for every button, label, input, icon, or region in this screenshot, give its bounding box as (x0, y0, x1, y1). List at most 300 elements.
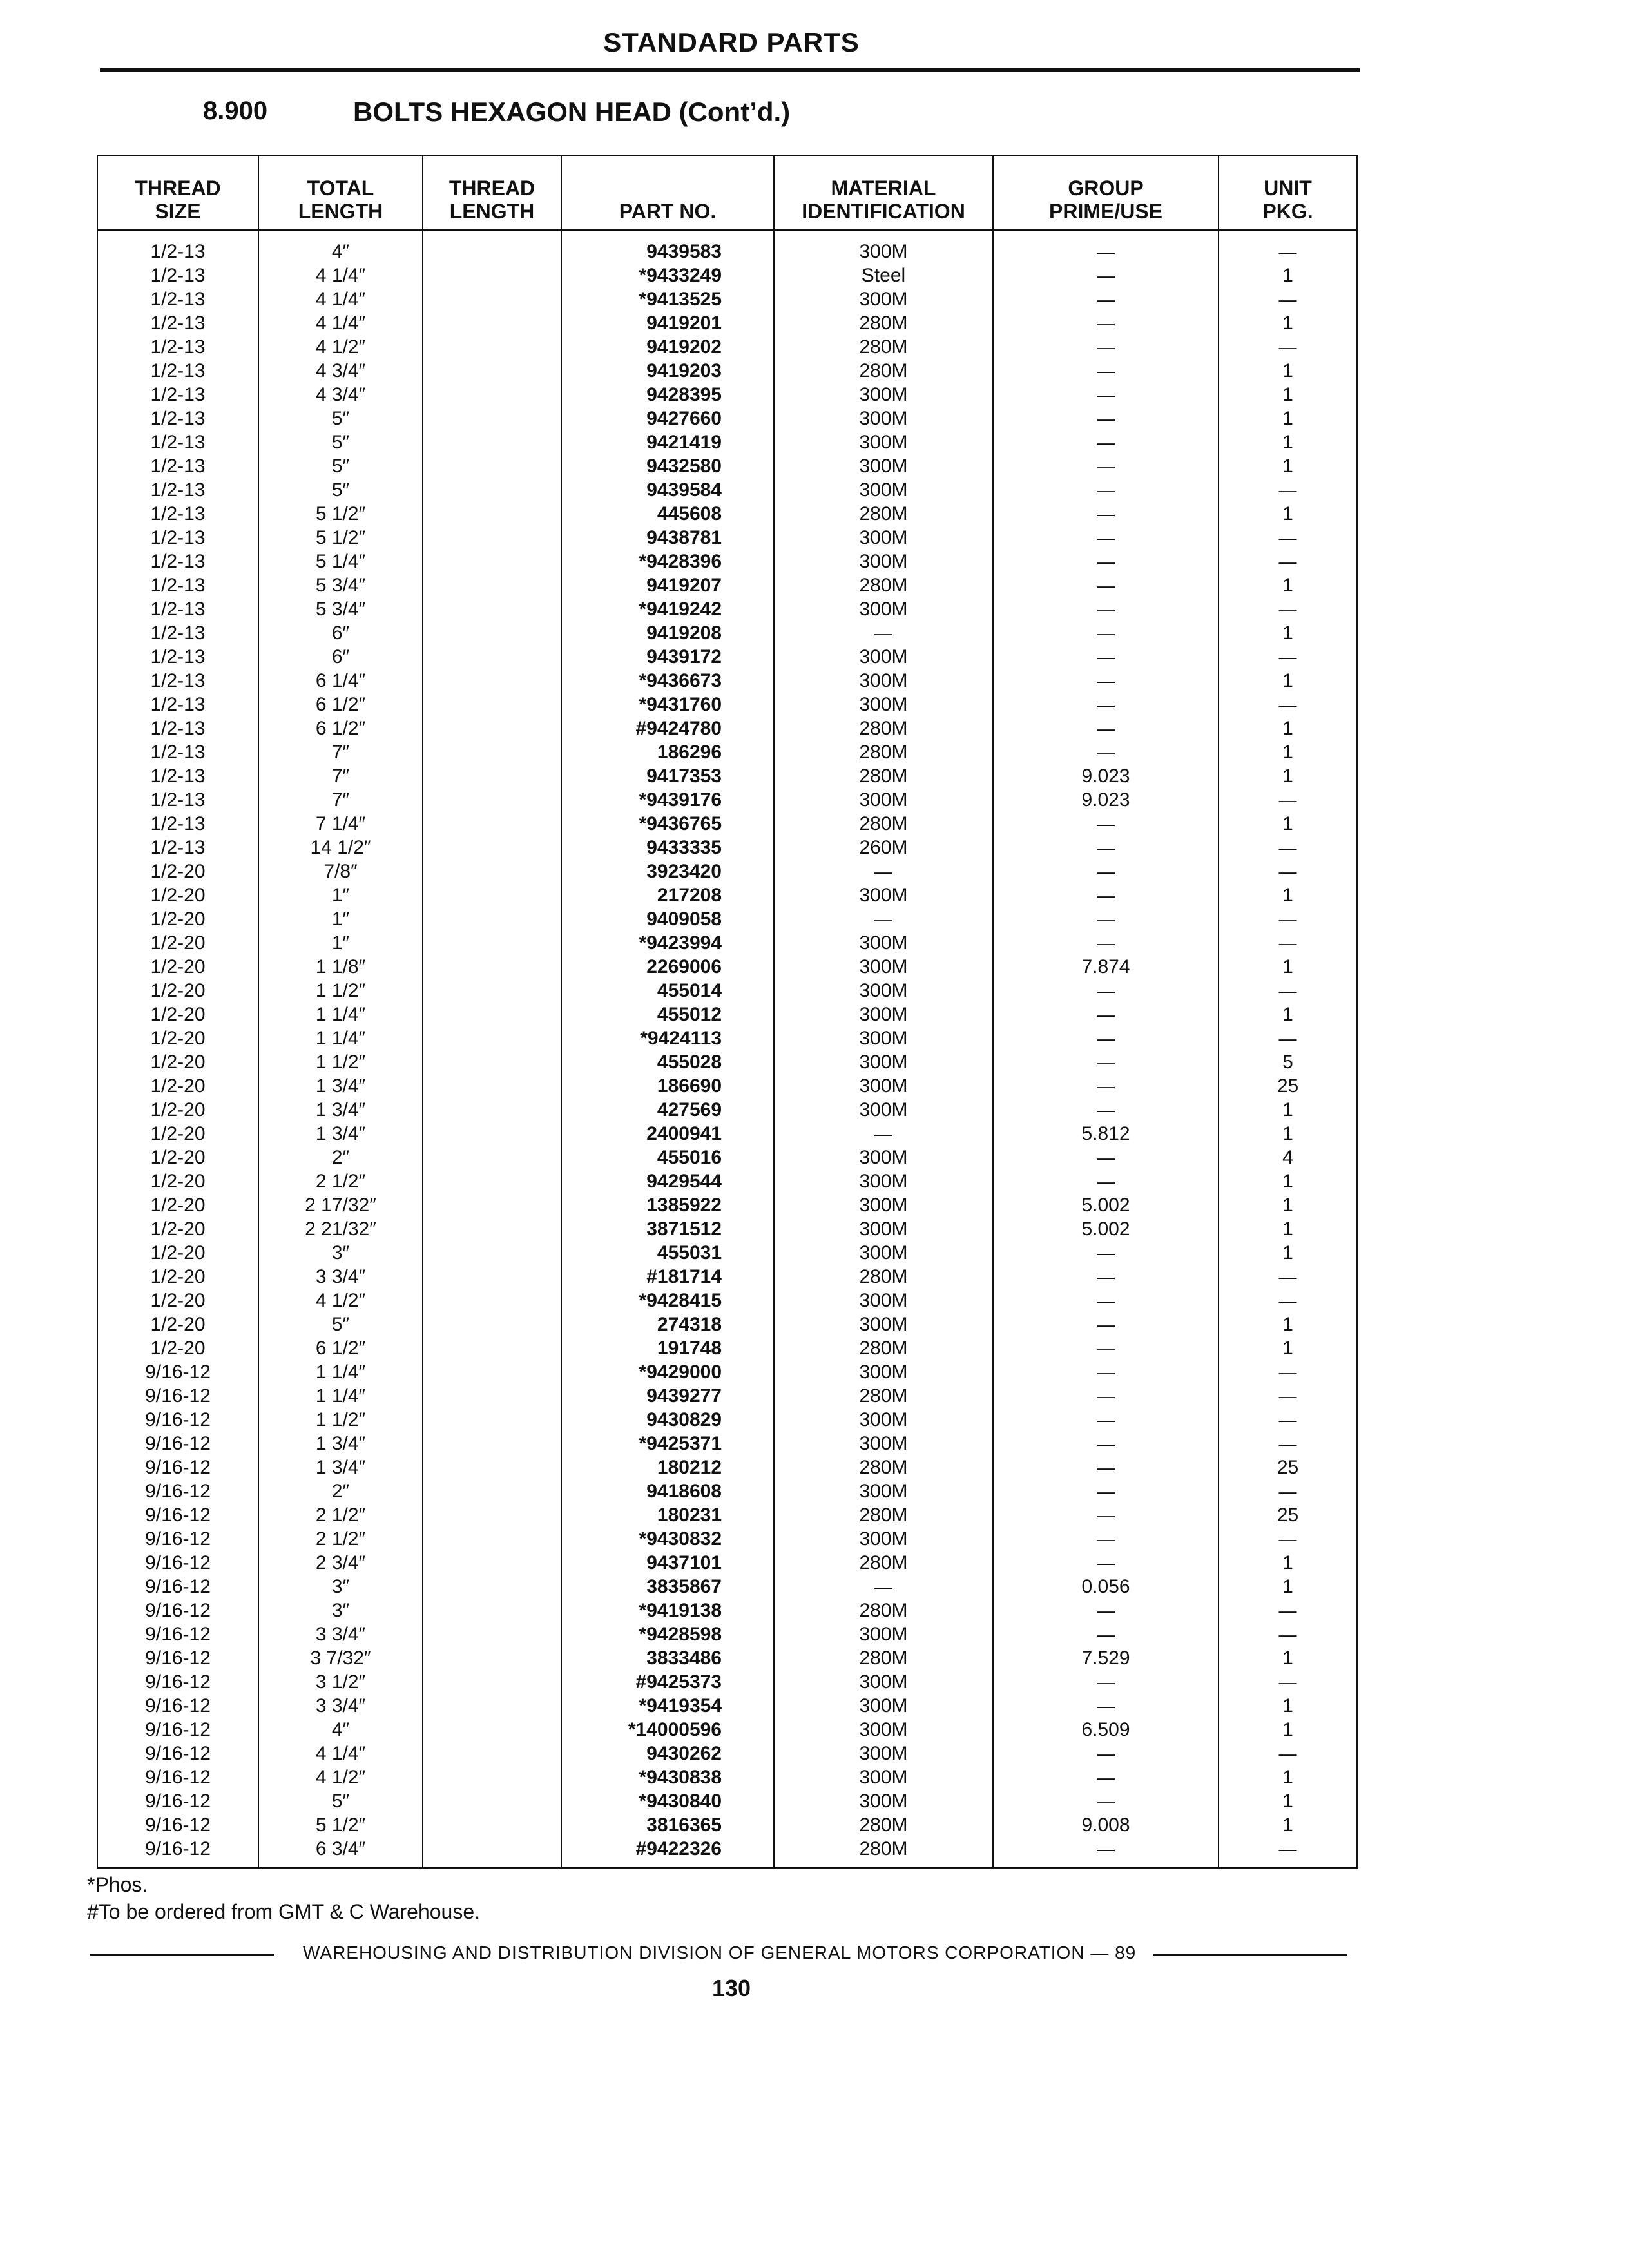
table-row (97, 764, 1357, 788)
cell-thread-length (423, 955, 561, 979)
cell-total-length: 1 1/2″ (258, 1050, 423, 1074)
cell-group: — (993, 979, 1219, 1003)
table-row (97, 883, 1357, 907)
cell-material: 280M (774, 1456, 993, 1479)
cell-thread-length (423, 550, 561, 573)
cell-thread-size: 1/2-13 (97, 264, 258, 287)
cell-part-no: 9430262 (561, 1742, 774, 1765)
cell-thread-length (423, 1050, 561, 1074)
table-row (97, 1408, 1357, 1432)
cell-total-length: 4 1/4″ (258, 287, 423, 311)
cell-thread-length (423, 1503, 561, 1527)
cell-part-no: 9433335 (561, 836, 774, 860)
cell-total-length: 3 3/4″ (258, 1265, 423, 1289)
cell-thread-size: 1/2-13 (97, 359, 258, 383)
cell-thread-length (423, 407, 561, 430)
cell-thread-length (423, 788, 561, 812)
cell-group: — (993, 645, 1219, 669)
cell-unit-pkg: — (1219, 1265, 1357, 1289)
cell-unit-pkg: 1 (1219, 1217, 1357, 1241)
cell-thread-length (423, 1122, 561, 1146)
cell-group: — (993, 550, 1219, 573)
cell-part-no: 191748 (561, 1336, 774, 1360)
cell-total-length: 1 1/4″ (258, 1026, 423, 1050)
cell-group: — (993, 1289, 1219, 1312)
cell-part-no: 9421419 (561, 430, 774, 454)
cell-group: — (993, 1146, 1219, 1169)
cell-unit-pkg: 1 (1219, 764, 1357, 788)
cell-total-length: 4 1/4″ (258, 264, 423, 287)
cell-material: 300M (774, 1146, 993, 1169)
cell-thread-length (423, 764, 561, 788)
cell-group: — (993, 693, 1219, 716)
cell-total-length: 5 1/2″ (258, 502, 423, 526)
cell-thread-size: 1/2-13 (97, 645, 258, 669)
cell-total-length: 7″ (258, 764, 423, 788)
cell-part-no: 9432580 (561, 454, 774, 478)
cell-part-no: #181714 (561, 1265, 774, 1289)
cell-thread-size: 1/2-13 (97, 383, 258, 407)
cell-part-no: *9430840 (561, 1789, 774, 1813)
cell-thread-size: 1/2-20 (97, 1169, 258, 1193)
cell-thread-length (423, 1599, 561, 1622)
cell-part-no: 3923420 (561, 860, 774, 883)
table-row (97, 573, 1357, 597)
cell-thread-length (423, 669, 561, 693)
cell-group: — (993, 1360, 1219, 1384)
cell-thread-size: 9/16-12 (97, 1718, 258, 1742)
header-row (97, 155, 1357, 230)
cell-thread-length (423, 230, 561, 264)
cell-material: 280M (774, 502, 993, 526)
cell-group: — (993, 716, 1219, 740)
cell-thread-size: 1/2-13 (97, 454, 258, 478)
cell-unit-pkg: — (1219, 597, 1357, 621)
cell-material: 280M (774, 1503, 993, 1527)
cell-thread-length (423, 1456, 561, 1479)
cell-thread-length (423, 1003, 561, 1026)
cell-group: — (993, 1765, 1219, 1789)
table-row (97, 1813, 1357, 1837)
column-header-thread-length (423, 155, 561, 230)
cell-unit-pkg: 1 (1219, 1718, 1357, 1742)
cell-material: 280M (774, 1646, 993, 1670)
cell-part-no: *9430832 (561, 1527, 774, 1551)
cell-part-no: *9419138 (561, 1599, 774, 1622)
cell-group: 0.056 (993, 1575, 1219, 1599)
cell-thread-size: 9/16-12 (97, 1837, 258, 1868)
cell-thread-size: 1/2-13 (97, 407, 258, 430)
cell-part-no: 180231 (561, 1503, 774, 1527)
cell-part-no: *9433249 (561, 264, 774, 287)
cell-total-length: 5 1/2″ (258, 1813, 423, 1837)
cell-unit-pkg: 1 (1219, 264, 1357, 287)
column-header-total-length (258, 155, 423, 230)
table-row (97, 1837, 1357, 1868)
cell-thread-length (423, 1169, 561, 1193)
cell-material: 300M (774, 883, 993, 907)
cell-material: 280M (774, 812, 993, 836)
cell-material: 300M (774, 1789, 993, 1813)
cell-thread-length (423, 836, 561, 860)
cell-part-no: 9439584 (561, 478, 774, 502)
cell-total-length: 1″ (258, 883, 423, 907)
cell-unit-pkg: 25 (1219, 1456, 1357, 1479)
cell-thread-size: 1/2-13 (97, 335, 258, 359)
cell-thread-size: 1/2-13 (97, 812, 258, 836)
cell-total-length: 2 21/32″ (258, 1217, 423, 1241)
cell-unit-pkg: 1 (1219, 883, 1357, 907)
cell-group: — (993, 1551, 1219, 1575)
cell-total-length: 5 1/2″ (258, 526, 423, 550)
cell-total-length: 6 1/2″ (258, 716, 423, 740)
cell-thread-size: 9/16-12 (97, 1742, 258, 1765)
cell-thread-size: 9/16-12 (97, 1622, 258, 1646)
cell-part-no: *9436765 (561, 812, 774, 836)
cell-thread-size: 9/16-12 (97, 1527, 258, 1551)
table-row (97, 454, 1357, 478)
column-header-unit-pkg (1219, 155, 1357, 230)
cell-group: — (993, 230, 1219, 264)
cell-total-length: 1 1/4″ (258, 1360, 423, 1384)
cell-thread-length (423, 573, 561, 597)
cell-thread-size: 9/16-12 (97, 1646, 258, 1670)
cell-thread-length (423, 502, 561, 526)
section-heading (0, 97, 1629, 135)
cell-part-no: *9431760 (561, 693, 774, 716)
cell-group: 7.529 (993, 1646, 1219, 1670)
cell-thread-size: 1/2-13 (97, 597, 258, 621)
cell-total-length: 3 3/4″ (258, 1622, 423, 1646)
cell-material: — (774, 860, 993, 883)
cell-unit-pkg: 1 (1219, 669, 1357, 693)
cell-total-length: 5″ (258, 407, 423, 430)
cell-thread-length (423, 740, 561, 764)
cell-thread-size: 1/2-20 (97, 883, 258, 907)
cell-part-no: *9430838 (561, 1765, 774, 1789)
column-header-thread-size (97, 155, 258, 230)
column-header-line: GROUP (1068, 177, 1144, 200)
table-row (97, 1456, 1357, 1479)
table-row (97, 1622, 1357, 1646)
cell-part-no: 427569 (561, 1098, 774, 1122)
cell-thread-size: 1/2-13 (97, 716, 258, 740)
table-row (97, 1527, 1357, 1551)
cell-unit-pkg: — (1219, 1360, 1357, 1384)
cell-unit-pkg: 1 (1219, 1813, 1357, 1837)
cell-part-no: 9419208 (561, 621, 774, 645)
cell-group: — (993, 1336, 1219, 1360)
cell-material: 300M (774, 526, 993, 550)
cell-part-no: 180212 (561, 1456, 774, 1479)
cell-unit-pkg: — (1219, 1670, 1357, 1694)
cell-group: — (993, 883, 1219, 907)
cell-thread-length (423, 1265, 561, 1289)
cell-unit-pkg: 1 (1219, 407, 1357, 430)
cell-part-no: 9409058 (561, 907, 774, 931)
cell-thread-size: 9/16-12 (97, 1360, 258, 1384)
cell-group: — (993, 907, 1219, 931)
cell-thread-size: 1/2-20 (97, 1003, 258, 1026)
table-row (97, 1336, 1357, 1360)
column-header-material (774, 155, 993, 230)
cell-group: — (993, 860, 1219, 883)
cell-material: — (774, 907, 993, 931)
cell-thread-length (423, 931, 561, 955)
cell-unit-pkg: — (1219, 979, 1357, 1003)
table-row (97, 1765, 1357, 1789)
cell-total-length: 1 1/8″ (258, 955, 423, 979)
cell-group: — (993, 573, 1219, 597)
cell-material: 280M (774, 1336, 993, 1360)
cell-thread-length (423, 1408, 561, 1432)
cell-part-no: #9422326 (561, 1837, 774, 1868)
cell-unit-pkg: 25 (1219, 1503, 1357, 1527)
cell-thread-length (423, 1241, 561, 1265)
cell-unit-pkg: — (1219, 1408, 1357, 1432)
cell-thread-length (423, 454, 561, 478)
table-row (97, 1312, 1357, 1336)
table-row (97, 1122, 1357, 1146)
cell-thread-length (423, 478, 561, 502)
cell-material: 280M (774, 1265, 993, 1289)
cell-total-length: 6″ (258, 621, 423, 645)
cell-part-no: 9437101 (561, 1551, 774, 1575)
cell-unit-pkg: 1 (1219, 1193, 1357, 1217)
table-row (97, 621, 1357, 645)
cell-thread-size: 1/2-13 (97, 478, 258, 502)
cell-thread-size: 1/2-13 (97, 430, 258, 454)
cell-thread-size: 1/2-20 (97, 1289, 258, 1312)
footer-rule-left (90, 1954, 274, 1956)
cell-unit-pkg: 1 (1219, 383, 1357, 407)
cell-material: 280M (774, 716, 993, 740)
cell-material: 300M (774, 1026, 993, 1050)
cell-unit-pkg: 1 (1219, 812, 1357, 836)
cell-group: 6.509 (993, 1718, 1219, 1742)
cell-thread-size: 1/2-20 (97, 907, 258, 931)
cell-unit-pkg: — (1219, 788, 1357, 812)
cell-unit-pkg: 4 (1219, 1146, 1357, 1169)
cell-thread-size: 1/2-20 (97, 979, 258, 1003)
cell-unit-pkg: — (1219, 907, 1357, 931)
cell-part-no: 455016 (561, 1146, 774, 1169)
cell-thread-size: 9/16-12 (97, 1408, 258, 1432)
cell-material: 300M (774, 597, 993, 621)
cell-total-length: 6 1/2″ (258, 693, 423, 716)
cell-part-no: *9425371 (561, 1432, 774, 1456)
cell-material: 300M (774, 1003, 993, 1026)
cell-thread-length (423, 526, 561, 550)
table-row (97, 1098, 1357, 1122)
parts-table (97, 155, 1358, 1869)
cell-thread-size: 9/16-12 (97, 1551, 258, 1575)
cell-total-length: 4 3/4″ (258, 383, 423, 407)
cell-total-length: 4 1/2″ (258, 335, 423, 359)
cell-material: 300M (774, 1098, 993, 1122)
cell-group: — (993, 836, 1219, 860)
table-row (97, 1146, 1357, 1169)
cell-unit-pkg: — (1219, 836, 1357, 860)
cell-material: — (774, 1122, 993, 1146)
cell-material: 280M (774, 573, 993, 597)
cell-unit-pkg: — (1219, 1527, 1357, 1551)
table-row (97, 287, 1357, 311)
cell-total-length: 3 7/32″ (258, 1646, 423, 1670)
cell-group: 7.874 (993, 955, 1219, 979)
cell-part-no: *9428396 (561, 550, 774, 573)
cell-thread-length (423, 264, 561, 287)
cell-thread-size: 1/2-13 (97, 230, 258, 264)
cell-thread-length (423, 335, 561, 359)
cell-part-no: 445608 (561, 502, 774, 526)
cell-group: — (993, 454, 1219, 478)
footer-text: WAREHOUSING AND DISTRIBUTION DIVISION OF GENERAL MOTORS CORPORATION — 89 (303, 1943, 1137, 1963)
cell-part-no: 9439583 (561, 230, 774, 264)
cell-total-length: 5″ (258, 478, 423, 502)
cell-part-no: 9418608 (561, 1479, 774, 1503)
cell-material: 280M (774, 740, 993, 764)
column-header-line: THREAD (135, 177, 221, 200)
cell-thread-size: 1/2-13 (97, 526, 258, 550)
cell-unit-pkg: 1 (1219, 1241, 1357, 1265)
cell-unit-pkg: — (1219, 1837, 1357, 1868)
cell-unit-pkg: — (1219, 478, 1357, 502)
cell-thread-size: 9/16-12 (97, 1432, 258, 1456)
cell-total-length: 6″ (258, 645, 423, 669)
column-header-line: UNIT (1264, 177, 1312, 200)
cell-group: — (993, 1527, 1219, 1551)
table-row (97, 788, 1357, 812)
cell-material: Steel (774, 264, 993, 287)
cell-total-length: 2″ (258, 1479, 423, 1503)
cell-group: — (993, 1384, 1219, 1408)
cell-part-no: 186690 (561, 1074, 774, 1098)
cell-total-length: 3″ (258, 1241, 423, 1265)
cell-material: 300M (774, 478, 993, 502)
cell-group: 9.023 (993, 764, 1219, 788)
cell-unit-pkg: 1 (1219, 1551, 1357, 1575)
cell-unit-pkg: — (1219, 335, 1357, 359)
cell-thread-length (423, 1312, 561, 1336)
cell-material: 300M (774, 1694, 993, 1718)
cell-thread-size: 1/2-20 (97, 1122, 258, 1146)
column-header-line: LENGTH (449, 200, 535, 223)
cell-part-no: *9413525 (561, 287, 774, 311)
cell-thread-size: 9/16-12 (97, 1599, 258, 1622)
cell-total-length: 5 3/4″ (258, 573, 423, 597)
cell-group: — (993, 931, 1219, 955)
cell-material: 260M (774, 836, 993, 860)
cell-part-no: 9430829 (561, 1408, 774, 1432)
cell-unit-pkg: 1 (1219, 1312, 1357, 1336)
cell-group: — (993, 526, 1219, 550)
cell-group: — (993, 359, 1219, 383)
cell-material: 300M (774, 407, 993, 430)
cell-thread-length (423, 1527, 561, 1551)
table-row (97, 1789, 1357, 1813)
table-row (97, 1193, 1357, 1217)
table-row (97, 812, 1357, 836)
cell-group: — (993, 812, 1219, 836)
table-row (97, 1432, 1357, 1456)
cell-unit-pkg: 1 (1219, 1789, 1357, 1813)
cell-group: — (993, 335, 1219, 359)
cell-material: 280M (774, 335, 993, 359)
cell-total-length: 3 3/4″ (258, 1694, 423, 1718)
cell-material: 300M (774, 931, 993, 955)
cell-thread-length (423, 597, 561, 621)
cell-part-no: *9423994 (561, 931, 774, 955)
section-title: BOLTS HEXAGON HEAD (Cont’d.) (353, 97, 791, 127)
cell-total-length: 1 1/2″ (258, 979, 423, 1003)
cell-part-no: 455028 (561, 1050, 774, 1074)
cell-thread-length (423, 645, 561, 669)
column-header-line: PRIME/USE (1048, 200, 1163, 223)
cell-group: — (993, 1312, 1219, 1336)
cell-unit-pkg: 1 (1219, 359, 1357, 383)
cell-thread-size: 9/16-12 (97, 1813, 258, 1837)
cell-group: — (993, 1694, 1219, 1718)
cell-part-no: *14000596 (561, 1718, 774, 1742)
cell-total-length: 1 1/2″ (258, 1408, 423, 1432)
table-row (97, 907, 1357, 931)
cell-group: — (993, 597, 1219, 621)
cell-material: 300M (774, 1622, 993, 1646)
table-row (97, 1575, 1357, 1599)
cell-unit-pkg: 1 (1219, 1122, 1357, 1146)
cell-thread-length (423, 1837, 561, 1868)
cell-unit-pkg: — (1219, 1622, 1357, 1646)
cell-thread-size: 1/2-20 (97, 1026, 258, 1050)
cell-thread-length (423, 716, 561, 740)
cell-unit-pkg: — (1219, 230, 1357, 264)
cell-total-length: 1 1/4″ (258, 1384, 423, 1408)
cell-group: — (993, 740, 1219, 764)
cell-unit-pkg: 1 (1219, 1003, 1357, 1026)
cell-thread-size: 1/2-20 (97, 955, 258, 979)
cell-thread-size: 9/16-12 (97, 1694, 258, 1718)
cell-thread-size: 1/2-20 (97, 1217, 258, 1241)
cell-thread-size: 1/2-20 (97, 1050, 258, 1074)
cell-total-length: 5 3/4″ (258, 597, 423, 621)
cell-material: 300M (774, 645, 993, 669)
cell-group: — (993, 1169, 1219, 1193)
cell-part-no: 9429544 (561, 1169, 774, 1193)
cell-material: 300M (774, 454, 993, 478)
cell-unit-pkg: — (1219, 1289, 1357, 1312)
cell-material: 300M (774, 1312, 993, 1336)
footnote-warehouse: #To be ordered from GMT & C Warehouse. (87, 1900, 481, 1923)
cell-part-no: *9429000 (561, 1360, 774, 1384)
cell-total-length: 6 1/2″ (258, 1336, 423, 1360)
cell-total-length: 7″ (258, 788, 423, 812)
cell-group: 9.023 (993, 788, 1219, 812)
table-row (97, 359, 1357, 383)
cell-group: — (993, 1026, 1219, 1050)
cell-material: 300M (774, 430, 993, 454)
cell-thread-size: 1/2-13 (97, 502, 258, 526)
cell-part-no: *9436673 (561, 669, 774, 693)
column-header-line: LENGTH (298, 200, 383, 223)
cell-unit-pkg: 1 (1219, 502, 1357, 526)
cell-thread-size: 1/2-13 (97, 550, 258, 573)
cell-material: 300M (774, 1432, 993, 1456)
cell-thread-size: 9/16-12 (97, 1789, 258, 1813)
cell-material: — (774, 621, 993, 645)
table-row (97, 311, 1357, 335)
cell-material: 300M (774, 955, 993, 979)
